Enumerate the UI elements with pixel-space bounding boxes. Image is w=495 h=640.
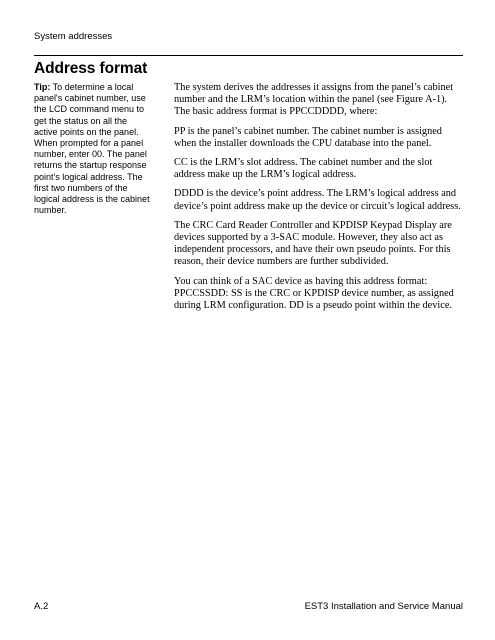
header-rule	[34, 55, 463, 56]
section-title: Address format	[34, 60, 148, 77]
body-paragraph: The CRC Card Reader Controller and KPDISP Keypad Display are devices supported by a 3-SAC module. However, they also act as independent processors, and have their own pseudo points. For this reason, their device numbers are further subdivided.	[174, 219, 452, 268]
page-number: A.2	[34, 601, 49, 612]
tip-label: Tip:	[34, 82, 51, 92]
body-text	[174, 82, 464, 319]
body-paragraph: The system derives the addresses it assigns from the panel’s cabinet number and the LRM’s location within the panel (see Figure A-1). The basic address format is PPCCDDDD, where:	[174, 82, 454, 118]
body-paragraph: DDDD is the device’s point address. The LRM’s logical address and device’s point address make up the device or circuit’s logical address.	[174, 188, 461, 212]
page-footer	[34, 601, 463, 612]
tip-text: To determine a local panel's cabinet number, use the LCD command menu to get the status on all the active points on the panel. When prompted for a panel number, enter 00. The panel returns the startup response point's logical address. The first two numbers of the logical address is the cabinet number.	[34, 82, 150, 216]
tip-sidebar	[34, 82, 152, 216]
body-paragraph: You can think of a SAC device as having this address format: PPCCSSDD: SS is the CRC or KPDISP device number, as assigned during LRM configuration. DD is a pseudo point within the device.	[174, 275, 454, 312]
body-paragraph: PP is the panel’s cabinet number. The cabinet number is assigned when the installer downloads the CPU database into the panel.	[174, 125, 442, 149]
body-paragraph: CC is the LRM’s slot address. The cabinet number and the slot address make up the LRM’s logical address.	[174, 157, 433, 181]
running-head: System addresses	[34, 31, 113, 42]
manual-title: EST3 Installation and Service Manual	[304, 601, 463, 612]
